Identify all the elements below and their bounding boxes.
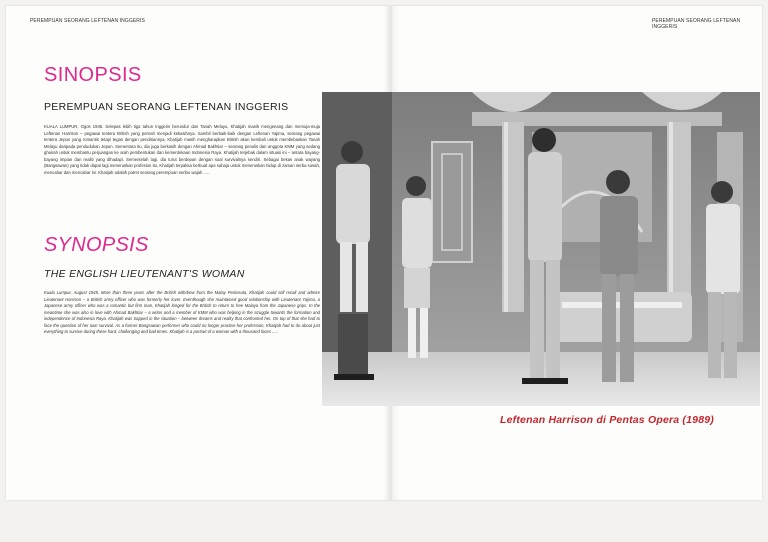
running-header-left: PEREMPUAN SEORANG LEFTENAN INGGERIS xyxy=(30,18,145,24)
running-header-right: PEREMPUAN SEORANG LEFTENAN INGGERIS xyxy=(652,18,741,30)
malay-synopsis-text: KUALA LUMPUR, Ogos 1945. Selepas lebih tiga tahun Inggeris berundur dari Tanah Melayu, Khatijah masih mengenang dan memuja-muja Leftenan Harrison – pegawai tentera British yang pernah menjadi kekasihnya. Sambil berbaik-baik dengan Leftenan Yajima, seorang pegawai tentera Jepun yang romantis tetapi tegas dengan pendiriannya, Khatijah masih mengharapkan British akan kembali untuk membebaskan Tanah Melayu daripada pendudukan Jepun. Sementara itu, dia juga berkasih dengan Ahmad Bakhtiar – seorang penulis dan anggota KMM yang sedang ghairah untuk membantu perjuangan ke arah pembentukan dan kemerdekaan Indonesia Raya. Khatijah terjebak dalam situasi ini – antara bayang-bayang impian dan realiti yang dihadapi. Sementelah lagi, dia turut berdepan dengan soal survivalnya sendiri. Sebagai bekas anak wayang (Bangsawan) yang tidak dapat lagi meneruskan profesion itu, Khatijah terpaksa berbuat apa sahaja untuk meneruskan hidup di zaman serba susah, mencabar dan mencabar ini. Khatijah adalah potret seorang perempuan seribu wajah ..... xyxy=(44,124,320,175)
english-synopsis-text: Kuala Lumpur, August 1945. More than three years after the British withdrew from the Malay Peninsula, Khatijah could still recall and admire Lieutenant Harrison – a British army officer who was formerly her lover. Eventhough she maintained good relationship with Lieutenant Yajima, a Japanese army officer who was a romantic but firm man, Khatijah longed for the British to return to free Malaya from the Japanese grips. In the meantime she was also in love with Ahmad Bakhtiar – a writer and a member of KMM who was helping in the struggle towards the formation and independence of Indonesia Raya. Khatijah was trapped in the situation – between dreams and reality that confronted her. On top of that she had to face the question of her own survival. As a former Bangsawan performer who could no longer practise her profession, Khatijah had to do about just everything to survive during these hard, challenging and bad times. Khatijah is a portrait of a woman with a thousand faces ..... xyxy=(44,290,320,334)
malay-subtitle: PEREMPUAN SEORANG LEFTENAN INGGERIS xyxy=(44,101,289,113)
english-heading: SYNOPSIS xyxy=(44,234,149,256)
malay-heading: SINOPSIS xyxy=(44,64,142,86)
brochure-spread xyxy=(6,6,762,500)
stage-photo xyxy=(322,92,760,406)
photo-caption: Leftenan Harrison di Pentas Opera (1989) xyxy=(500,414,714,426)
english-subtitle: THE ENGLISH LIEUTENANT'S WOMAN xyxy=(44,268,245,280)
stage-scene-illustration xyxy=(322,92,760,406)
